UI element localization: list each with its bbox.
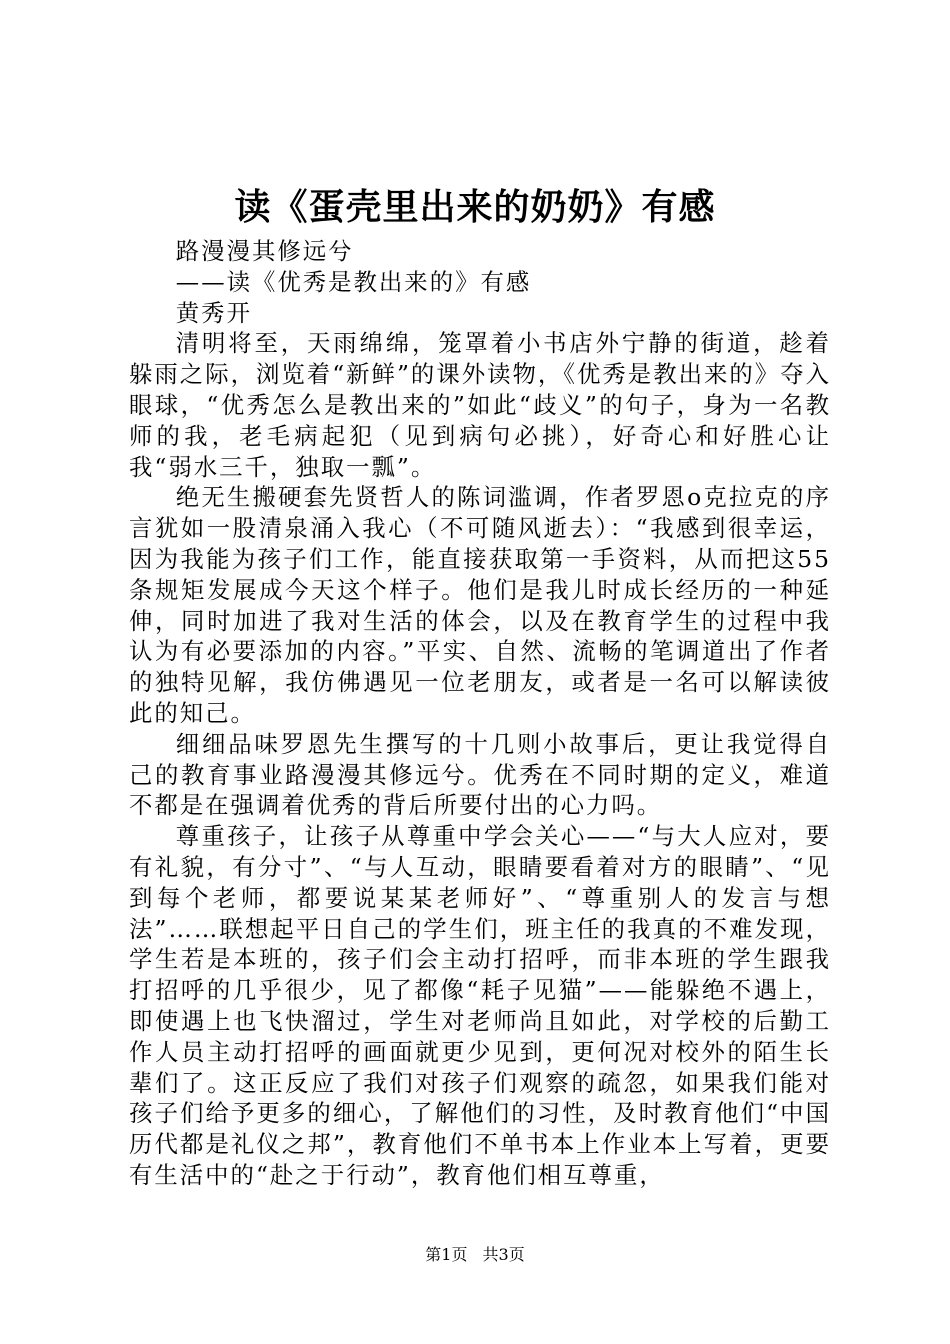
paragraph-3: 细细品味罗恩先生撰写的十几则小故事后，更让我觉得自己的教育事业路漫漫其修远兮。优秀在不同时期的定义，难道不都是在强调着优秀的背后所要付出的心力吗。 xyxy=(129,729,831,820)
paragraph-4: 尊重孩子，让孩子从尊重中学会关心——“与大人应对，要有礼貌，有分寸”、“与人互动，眼睛要看着对方的眼睛”、“见到每个老师，都要说某某老师好”、“尊重别人的发言与想法”……联想起平日自己的学生们，班主任的我真的不难发现，学生若是本班的，孩子们会主动打招呼，而非本班的学生跟我打招呼的几乎很少，见了都像“耗子见猫”——能躲绝不遇上，即使遇上也飞快溜过，学生对老师尚且如此，对学校的后勤工作人员主动打招呼的画面就更少见到，更何况对校外的陌生长辈们了。这正反应了我们对孩子们观察的疏忽，如果我们能对孩子们给予更多的细心，了解他们的习性，及时教育他们“中国历代都是礼仪之邦”，教育他们不单书本上作业本上写着，更要有生活中的“赴之于行动”，教育他们相互尊重， xyxy=(129,822,831,1189)
page-number: 第1页 xyxy=(425,1245,468,1264)
author-name: 黄秀开 xyxy=(175,298,252,327)
page-total: 共3页 xyxy=(482,1245,525,1264)
subtitle-line-2: ——读《优秀是教出来的》有感 xyxy=(175,267,532,296)
document-title: 读《蛋壳里出来的奶奶》有感 xyxy=(234,187,716,228)
paragraph-2: 绝无生搬硬套先贤哲人的陈词滥调，作者罗恩o克拉克的序言犹如一股清泉涌入我心（不可随风逝去）：“我感到很幸运，因为我能为孩子们工作，能直接获取第一手资料，从而把这55条规矩发展成今天这个样子。他们是我儿时成长经历的一种延伸，同时加进了我对生活的体会，以及在教育学生的过程中我认为有必要添加的内容。”平实、自然、流畅的笔调道出了作者的独特见解，我仿佛遇见一位老朋友，或者是一名可以解读彼此的知己。 xyxy=(129,483,831,727)
subtitle-line-1: 路漫漫其修远兮 xyxy=(175,237,354,265)
document-body xyxy=(129,236,831,1191)
page-footer xyxy=(0,1245,950,1265)
paragraph-1: 清明将至，天雨绵绵，笼罩着小书店外宁静的街道，趁着躲雨之际，浏览着“新鲜”的课外读物，《优秀是教出来的》夺入眼球，“优秀怎么是教出来的”如此“歧义”的句子，身为一名教师的我，老毛病起犯（见到病句必挑），好奇心和好胜心让我“弱水三千，独取一瓢”。 xyxy=(129,329,831,481)
